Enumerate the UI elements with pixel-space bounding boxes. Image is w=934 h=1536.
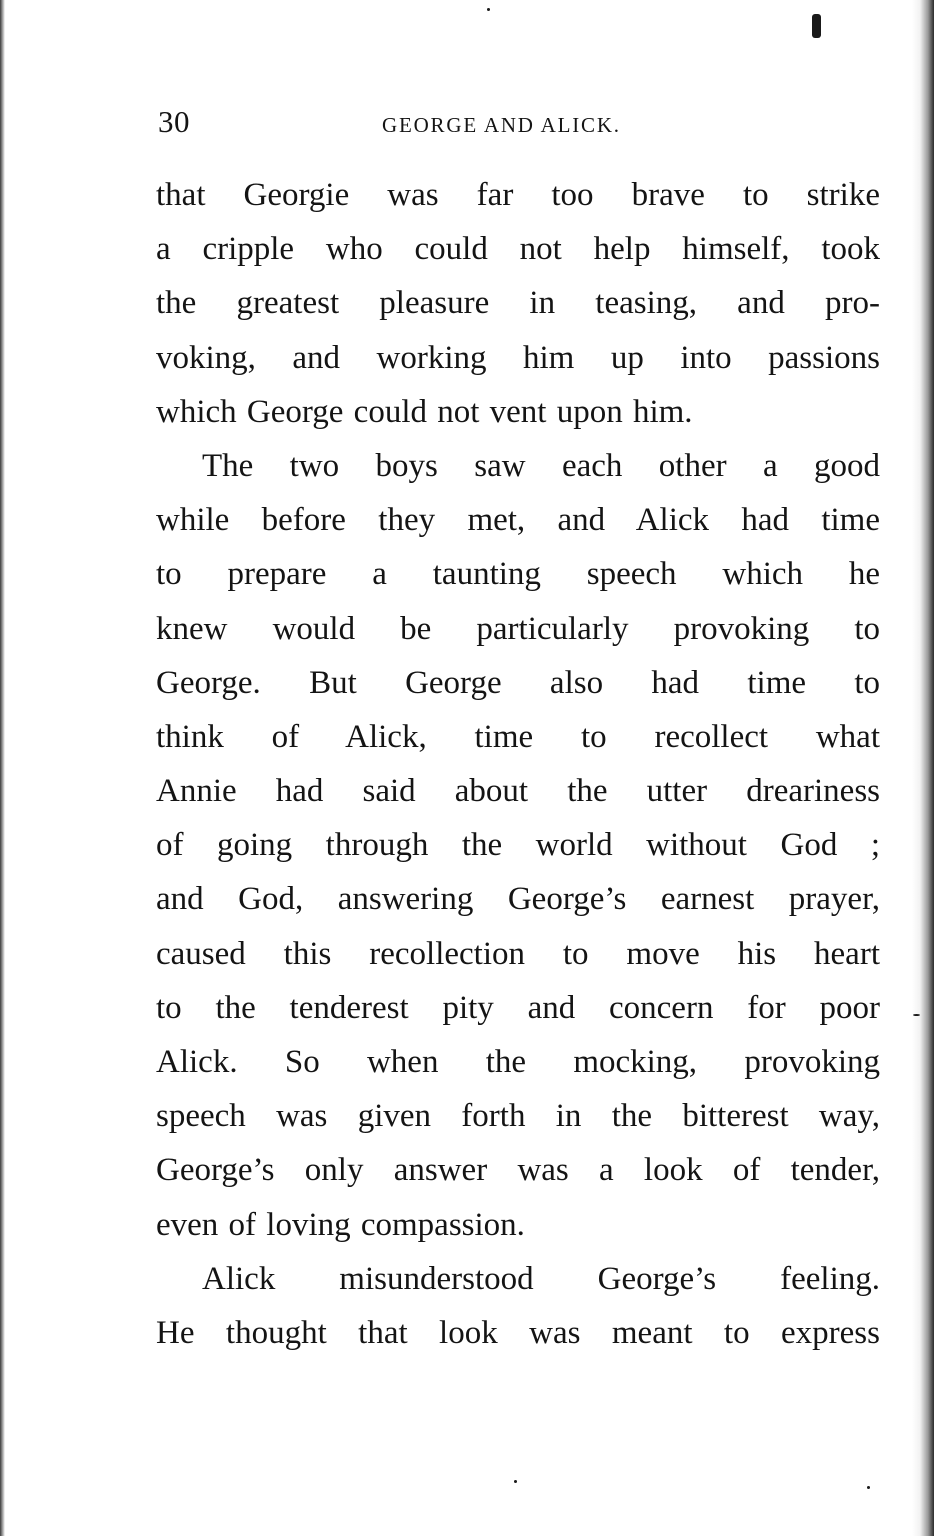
text-line: speech was given forth in the bitterest way, [156,1098,880,1135]
page-left-edge [0,0,5,1536]
text-line: Annie had said about the utter dreariness [156,773,880,810]
text-line: that Georgie was far too brave to strike [156,177,880,213]
text-line: to the tenderest pity and concern for poor [156,989,880,1026]
body-text [156,168,880,1360]
text-line: George. But George also had time to [156,664,880,701]
text-line: while before they met, and Alick had time [156,502,880,539]
paragraph [156,439,880,1252]
ink-speck [487,8,490,11]
text-line: voking, and working him up into passions [156,339,880,376]
text-line: caused this recollection to move his heart [156,935,880,972]
text-line: and God, answering George’s earnest prayer, [156,881,880,918]
text-line: the greatest pleasure in teasing, and pro- [156,285,880,322]
text-line: a cripple who could not help himself, took [156,231,880,268]
page-number: 30 [158,104,190,139]
text-line: George’s only answer was a look of tender, [156,1152,880,1189]
text-line: which George could not vent upon him. [156,393,693,430]
paragraph [156,168,880,439]
page-header [158,104,882,144]
text-line: Alick misunderstood George’s feeling. [202,1260,880,1297]
ink-speck [514,1480,517,1483]
text-line: Alick. So when the mocking, provoking [156,1044,880,1080]
text-line: The two boys saw each other a good [202,447,880,484]
text-line: He thought that look was meant to express [156,1314,880,1351]
text-line: even of loving compassion. [156,1206,525,1243]
ink-speck [867,1486,870,1489]
text-line: think of Alick, time to recollect what [156,718,880,755]
text-line: to prepare a taunting speech which he [156,556,880,593]
ink-speck [812,14,821,38]
text-line: of going through the world without God ; [156,827,880,864]
paragraph [156,1252,880,1360]
text-line: knew would be particularly provoking to [156,610,880,647]
page-right-edge [912,0,934,1536]
running-head: GEORGE AND ALICK. [382,113,621,137]
ink-speck [913,1014,920,1016]
